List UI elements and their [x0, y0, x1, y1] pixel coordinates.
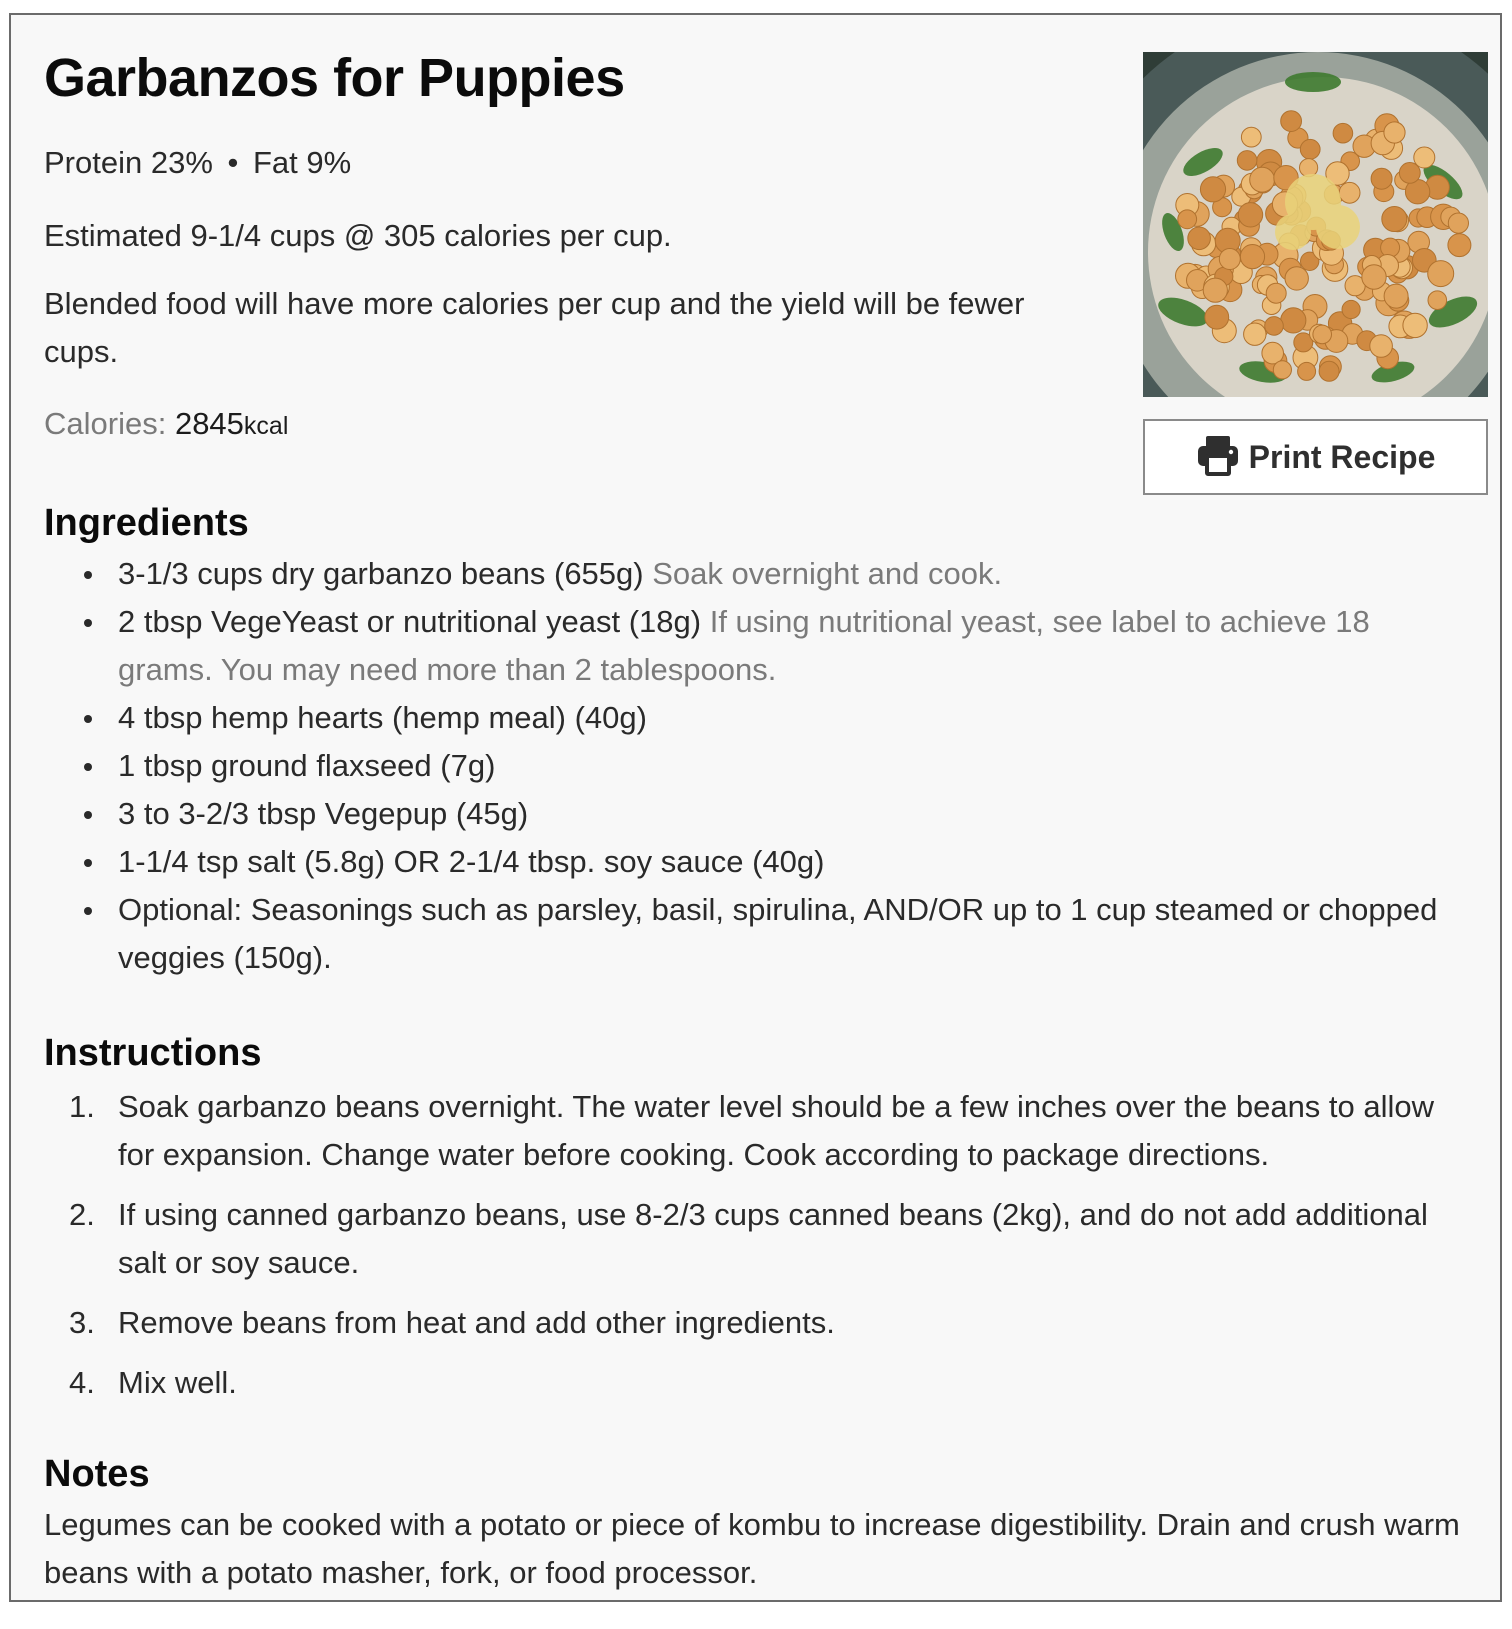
chickpea [1200, 177, 1225, 202]
step-text: Mix well. [118, 1365, 237, 1400]
chickpea-bowl-image [1143, 52, 1488, 397]
ingredients-list [44, 550, 1464, 982]
instruction-step [44, 1083, 1464, 1179]
chickpea [1205, 305, 1229, 329]
chickpea [1203, 278, 1227, 302]
instructions-list [44, 1083, 1464, 1419]
step-number: 3. [69, 1305, 95, 1340]
chickpea [1266, 283, 1286, 303]
ingredient-item [44, 598, 1464, 694]
calories-label: Calories: [44, 406, 167, 441]
step-text: If using canned garbanzo beans, use 8-2/3 cups canned beans (2kg), and do not add additional salt or soy sauce. [118, 1197, 1428, 1280]
chickpea [1342, 300, 1360, 318]
chickpea [1281, 111, 1302, 132]
calories-value: 2845 [174, 406, 244, 441]
protein-value: Protein 23% [44, 145, 213, 180]
blend-note: Blended food will have more calories per cup and the yield will be fewer cups. [44, 286, 1025, 369]
instruction-step [44, 1359, 1464, 1407]
chickpea [1362, 265, 1386, 289]
instructions-heading: Instructions [44, 1032, 262, 1074]
ingredient-text: 1 tbsp ground flaxseed (7g) [118, 748, 496, 783]
recipe-card [9, 13, 1502, 1602]
ingredient-text: Optional: Seasonings such as parsley, basil, spirulina, AND/OR up to 1 cup steamed or chopped veggies (150g). [118, 892, 1438, 975]
ingredient-item [44, 550, 1464, 598]
chickpea [1285, 267, 1308, 290]
ingredient-text: 2 tbsp VegeYeast or nutritional yeast (18g) [118, 604, 702, 639]
print-recipe-label: Print Recipe [1248, 438, 1436, 475]
chickpea [1244, 323, 1266, 345]
chickpea [1300, 139, 1320, 159]
chickpea [1339, 182, 1360, 203]
chickpea [1241, 127, 1261, 147]
chickpea [1428, 261, 1454, 287]
print-recipe-button[interactable] [1143, 419, 1488, 495]
yield-estimate: Estimated 9-1/4 cups @ 305 calories per cup. [44, 218, 672, 253]
chickpea [1219, 249, 1240, 270]
chickpea [1281, 308, 1306, 333]
ingredient-text: 4 tbsp hemp hearts (hemp meal) (40g) [118, 700, 647, 735]
ingredients-heading: Ingredients [44, 502, 249, 544]
chickpea [1403, 313, 1427, 337]
chickpea [1319, 361, 1339, 381]
notes-text: Legumes can be cooked with a potato or piece of kombu to increase digestibility. Drain and crush warm beans with a potato masher, fork, or food processor. [44, 1507, 1460, 1590]
recipe-photo[interactable] [1143, 52, 1488, 397]
ingredient-text: 3-1/3 cups dry garbanzo beans (655g) [118, 556, 644, 591]
ingredient-note: Soak overnight and cook. [652, 556, 1003, 591]
chickpea [1238, 203, 1262, 227]
ingredient-item [44, 790, 1464, 838]
chickpea [1240, 245, 1264, 269]
chickpea [1384, 122, 1405, 143]
chickpea [1313, 325, 1332, 344]
chickpea [1265, 317, 1284, 336]
ingredient-text: 3 to 3-2/3 tbsp Vegepup (45g) [118, 796, 529, 831]
notes-heading: Notes [44, 1453, 150, 1495]
step-text: Remove beans from heat and add other ingredients. [118, 1305, 835, 1340]
ingredient-item [44, 694, 1464, 742]
instruction-step [44, 1299, 1464, 1347]
chickpea [1384, 284, 1408, 308]
step-number: 2. [69, 1197, 95, 1232]
printer-icon [1196, 434, 1240, 481]
fat-value: Fat 9% [253, 145, 352, 180]
recipe-title: Garbanzos for Puppies [44, 48, 625, 108]
macro-separator: • [227, 145, 239, 180]
macros-line [44, 143, 351, 183]
instruction-step [44, 1191, 1464, 1287]
ingredient-item [44, 886, 1464, 982]
step-number: 1. [69, 1089, 95, 1124]
chickpea [1428, 291, 1447, 310]
chickpea [1382, 207, 1407, 232]
chickpea [1371, 168, 1392, 189]
ingredient-text: 1-1/4 tsp salt (5.8g) OR 2-1/4 tbsp. soy sauce (40g) [118, 844, 825, 879]
chickpea [1399, 163, 1420, 184]
chickpea [1333, 123, 1353, 143]
step-text: Soak garbanzo beans overnight. The water level should be a few inches over the beans to allow for expansion. Change water before cooking. Cook according to package directions. [118, 1089, 1435, 1172]
chickpea [1448, 213, 1468, 233]
calories-unit: kcal [243, 412, 289, 440]
chickpea [1448, 234, 1471, 257]
chickpea [1381, 238, 1400, 257]
ingredient-item [44, 838, 1464, 886]
chickpea [1250, 167, 1275, 192]
chickpea [1298, 362, 1316, 380]
chickpea [1178, 210, 1197, 229]
chickpea [1237, 151, 1257, 171]
calories-line [44, 404, 288, 444]
ingredient-note: If using nutritional yeast, see label to achieve 18 grams. You may need more than 2 tablespoons. [118, 604, 1370, 687]
step-number: 4. [69, 1365, 95, 1400]
chickpea [1188, 227, 1211, 250]
chickpea [1273, 361, 1291, 379]
ingredient-item [44, 742, 1464, 790]
chickpea [1370, 335, 1393, 358]
